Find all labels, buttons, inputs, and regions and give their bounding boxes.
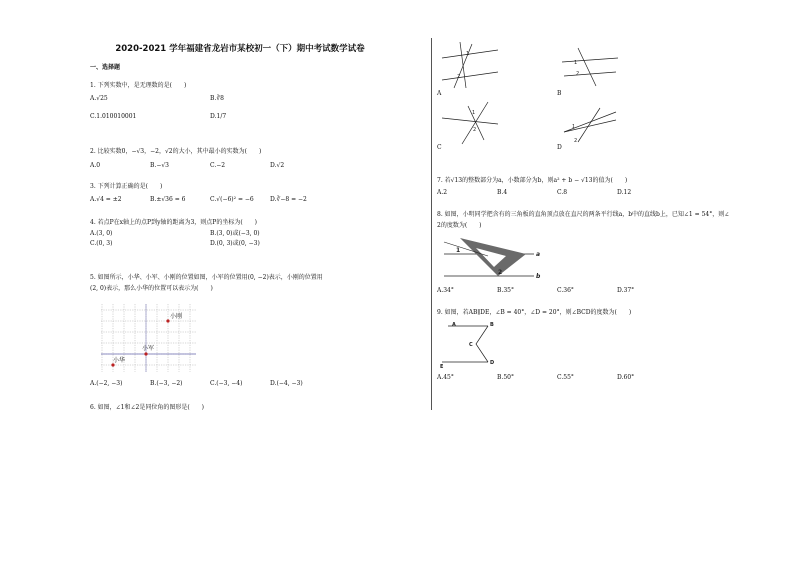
q9-stem: 9. 如图，若AB∥DE，∠B = 40°，∠D = 20°，则∠BCD的度数为( )	[437, 309, 632, 316]
q6-option-d: D	[557, 144, 562, 151]
q6-b-angle2: 2	[576, 71, 580, 77]
q7-option-d: D.12	[617, 189, 632, 196]
q6-a-angle1: 1	[466, 51, 470, 57]
q1-option-c: C.1.010010001	[90, 113, 137, 120]
q4-option-a: A.(3, 0)	[90, 230, 113, 237]
q2-option-a: A.0	[90, 162, 101, 169]
q8-label-1: 1	[456, 247, 461, 254]
q5-label-jun: 小军	[142, 345, 155, 352]
q9-option-d: D.60°	[617, 374, 635, 381]
q6-option-a: A	[437, 90, 442, 97]
q6-d-angle2: 2	[574, 138, 578, 144]
q9-option-a: A.45°	[437, 374, 454, 381]
q9-label-a: A	[452, 322, 456, 328]
q4-option-c: C.(0, 3)	[90, 240, 113, 247]
q3-option-c: C.√(−6)² = −6	[210, 196, 254, 203]
q8-label-2: 2	[498, 269, 503, 276]
q5-label-gang: 小刚	[170, 313, 183, 320]
q5-stem-line1: 5. 如图所示，小华、小军、小刚的位置如图，小军的位置用(0, −2)表示，小刚的位置用	[90, 274, 323, 281]
q5-option-d: D.(−4, −3)	[270, 380, 303, 387]
q2-option-d: D.√2	[270, 162, 285, 169]
q5-option-a: A.(−2, −3)	[90, 380, 123, 387]
q6-figure-a	[440, 40, 500, 90]
q8-option-b: B.35°	[497, 287, 514, 294]
q9-figure	[440, 318, 520, 370]
q6-stem: 6. 如图，∠1和∠2是同位角的图形是( )	[90, 404, 205, 411]
exam-title: 2020-2021 学年福建省龙岩市某校初一（下）期中考试数学试卷	[115, 44, 365, 54]
q6-option-b: B	[557, 90, 562, 97]
q7-option-c: C.8	[557, 189, 568, 196]
q8-option-a: A.34°	[437, 287, 454, 294]
q5-point-jun	[144, 352, 147, 355]
q7-option-b: B.4	[497, 189, 508, 196]
section-heading: 一、选择题	[90, 64, 121, 71]
q7-stem: 7. 若√13的整数部分为a，小数部分为b，则a² + b − √13的值为( )	[437, 177, 628, 184]
q9-option-c: C.55°	[557, 374, 574, 381]
q2-option-b: B.−√3	[150, 162, 169, 169]
q8-stem-line1: 8. 如图，小明同学把含有的三角板的直角顶点放在直尺的两条平行线a，b中的直线b上，已知∠1 = 54°，则∠	[437, 211, 730, 218]
q1-option-d: D.1/7	[210, 113, 227, 120]
q3-option-b: B.±√36 = 6	[150, 196, 186, 203]
q6-c-angle2: 2	[473, 127, 477, 133]
q5-grid-figure	[96, 302, 200, 376]
q9-label-e: E	[440, 364, 444, 370]
q1-stem: 1. 下列实数中，是无理数的是( )	[90, 82, 187, 89]
q1-option-a: A.√25	[90, 95, 108, 102]
q6-figure-c	[440, 100, 500, 146]
q1-option-b: B.∛8	[210, 95, 224, 102]
q3-stem: 3. 下列计算正确的是( )	[90, 183, 163, 190]
q5-stem-line2: (2, 0)表示，那么小华的位置可以表示为( )	[90, 285, 213, 292]
q9-label-d: D	[490, 360, 495, 366]
q5-option-b: B.(−3, −2)	[150, 380, 183, 387]
q9-option-b: B.50°	[497, 374, 514, 381]
q3-option-d: D.∛−8 = −2	[270, 196, 307, 203]
q8-label-a: a	[536, 251, 541, 258]
q8-label-b: b	[536, 273, 541, 280]
q4-stem: 4. 若点P在x轴上的点P到y轴的距离为3，则点P的坐标为( )	[90, 219, 258, 226]
q6-figure-d	[560, 106, 620, 146]
q5-option-c: C.(−3, −4)	[210, 380, 243, 387]
q4-option-b: B.(3, 0)或(−3, 0)	[210, 230, 260, 237]
q8-figure	[440, 234, 550, 284]
q9-label-c: C	[469, 342, 473, 348]
q6-figure-b	[560, 44, 620, 90]
q9-label-b: B	[490, 322, 494, 328]
q4-option-d: D.(0, 3)或(0, −3)	[210, 240, 260, 247]
q6-b-angle1: 1	[574, 60, 578, 66]
q3-option-a: A.√4 = ±2	[90, 196, 122, 203]
q6-a-angle2: 2	[457, 74, 461, 80]
q6-c-angle1: 1	[472, 110, 476, 116]
column-divider	[431, 38, 432, 410]
q8-option-d: D.37°	[617, 287, 635, 294]
q7-option-a: A.2	[437, 189, 448, 196]
q6-option-c: C	[437, 144, 442, 151]
q5-label-hua: 小华	[113, 357, 126, 364]
q8-stem-line2: 2的度数为( )	[437, 222, 482, 229]
q6-d-angle1: 1	[572, 124, 576, 130]
q2-stem: 2. 比较实数0，−√3，−2，√2的大小，其中最小的实数为( )	[90, 148, 262, 155]
q2-option-c: C.−2	[210, 162, 226, 169]
q8-option-c: C.36°	[557, 287, 574, 294]
